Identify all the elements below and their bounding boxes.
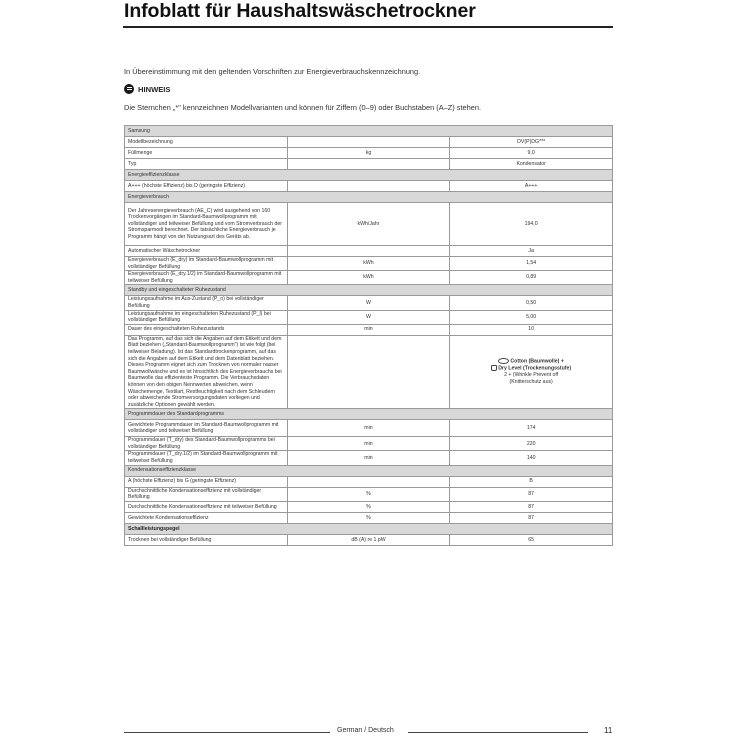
table-row (125, 246, 613, 257)
row-unit: kWh/Jahr (287, 203, 450, 246)
row-value: A+++ (450, 181, 613, 192)
row-unit: % (287, 501, 450, 512)
table-row (125, 137, 613, 148)
table-row (125, 257, 613, 271)
table-row (125, 451, 613, 465)
row-label: A+++ (höchste Effizienz) bis D (geringste Effizienz) (125, 181, 288, 192)
table-section-row (125, 285, 613, 296)
row-label: A (höchste Effizienz) bis G (geringste Effizienz) (125, 476, 288, 487)
program-value-line (453, 379, 609, 386)
row-label: Energieverbrauch (E_dry) im Standard-Baumwollprogramm mit vollständiger Befüllung (125, 257, 288, 271)
row-value: 174 (450, 420, 613, 437)
page-title: Infoblatt für Haushaltswäschetrockner (124, 0, 476, 22)
cotton-icon (498, 358, 509, 364)
program-value-line (453, 365, 609, 372)
row-value: 87 (450, 501, 613, 512)
row-unit (287, 137, 450, 148)
table-row (125, 534, 613, 545)
row-value: 194,0 (450, 203, 613, 246)
row-label: Automatischer Wäschetrockner (125, 246, 288, 257)
row-label: Programmdauer (T_dry) des Standard-Baumwollprogramms bei vollständiger Befüllung (125, 437, 288, 451)
note-text: Die Sternchen „*" kennzeichnen Modellvarianten und können für Ziffern (0–9) oder Buchstaben (A–Z) stehen. (124, 103, 482, 112)
row-unit: dB (A) re 1 pW (287, 534, 450, 545)
row-value: Kondensator (450, 159, 613, 170)
table-row (125, 148, 613, 159)
table-row (125, 203, 613, 246)
table-row (125, 476, 613, 487)
row-value: B (450, 476, 613, 487)
row-label: Trocknen bei vollständiger Befüllung (125, 534, 288, 545)
program-value-text: (Knitterschutz aus) (509, 378, 553, 385)
row-unit (287, 335, 450, 409)
table-row (125, 501, 613, 512)
table-row (125, 310, 613, 324)
table-row (125, 512, 613, 523)
section-header: Kondensationseffizienzklasse (125, 465, 613, 476)
footer-rule-right (408, 732, 588, 733)
row-label: Das Programm, auf das sich die Angaben auf dem Etikett und dem Blatt beziehen („Standard-Baumwollprogramm") ist wie folgt (bei teilweiser Beladung). Ist das Standardtrockenprogramm, auf das sich die Angaben auf dem Etikett und dem Datenblatt beziehen. Dieses Programm eignet sich zum Trocknen von normaler nasser Baumwollwäsche und es ist hinsichtlich des Energieverbrauchs bei Baumwolle das effizienteste Programm. Die Verbrauchsdaten können von den obigen Nennwerten abweichen, wenn Wäschemenge, Textilart, Restfeuchtigkeit nach dem Schleudern oder abweichende Stromversorgungsdaten vorliegen und zusätzliche Optionen gewählt werden. (125, 335, 288, 409)
footer-language: German / Deutsch (337, 727, 394, 734)
table-row (125, 181, 613, 192)
row-value: Ja (450, 246, 613, 257)
row-label: Durchschnittliche Kondensationseffizienz mit teilweiser Befüllung (125, 501, 288, 512)
row-label: Programmdauer (T_dry.1/2) im Standard-Baumwollprogramm mit teilweiser Befüllung (125, 451, 288, 465)
row-label: Typ (125, 159, 288, 170)
row-unit: kWh (287, 271, 450, 285)
row-unit: min (287, 437, 450, 451)
page-number: 11 (604, 726, 613, 735)
section-header: Energieeffizienzklasse (125, 170, 613, 181)
table-section-row (125, 170, 613, 181)
row-label: Leistungsaufnahme im Aus-Zustand (P_o) bei vollständiger Befüllung (125, 296, 288, 310)
title-underline (123, 26, 613, 28)
dry-level-icon (491, 365, 497, 371)
row-label: Leistungsaufnahme im eingeschalteten Ruhezustand (P_l) bei vollständiger Befüllung (125, 310, 288, 324)
footer-rule-left (124, 732, 330, 733)
hint-box (124, 84, 171, 94)
row-unit: min (287, 324, 450, 335)
section-header: Programmdauer des Standardprogramms (125, 409, 613, 420)
row-value: 87 (450, 487, 613, 501)
row-unit: W (287, 296, 450, 310)
row-label: Energieverbrauch (E_dry.1/2) im Standard-Baumwollprogramm mit teilweiser Befüllung (125, 271, 288, 285)
row-label: Modellbezeichnung (125, 137, 288, 148)
row-unit (287, 476, 450, 487)
spec-table (124, 125, 613, 546)
table-section-row (125, 409, 613, 420)
row-label: Dauer des eingeschalteten Ruhezustands (125, 324, 288, 335)
note-icon (124, 84, 134, 94)
table-section-row (125, 192, 613, 203)
row-value: 5,00 (450, 310, 613, 324)
hint-label: HINWEIS (138, 84, 171, 94)
section-header: Standby und eingeschalteter Ruhezustand (125, 285, 613, 296)
row-label: Gewichtete Programmdauer im Standard-Baumwollprogramm mit vollständiger und teilweiser Befüllung (125, 420, 288, 437)
table-row (125, 335, 613, 409)
row-label: Füllmenge (125, 148, 288, 159)
row-value: 140 (450, 451, 613, 465)
row-unit (287, 159, 450, 170)
row-unit: % (287, 512, 450, 523)
section-header: Energieverbrauch (125, 192, 613, 203)
row-unit: min (287, 451, 450, 465)
table-row (125, 487, 613, 501)
program-value-line (453, 358, 609, 365)
table-row (125, 271, 613, 285)
table-row (125, 324, 613, 335)
row-value: 87 (450, 512, 613, 523)
row-value: 220 (450, 437, 613, 451)
program-value-text: 2 + (Wrinkle Prevent off (504, 372, 559, 379)
table-row (125, 420, 613, 437)
table-section-row (125, 126, 613, 137)
row-unit (287, 246, 450, 257)
row-unit: kWh (287, 257, 450, 271)
row-value: 9,0 (450, 148, 613, 159)
program-value-text: Dry Level (Trockenungsstufe) (498, 365, 572, 372)
row-value: 65 (450, 534, 613, 545)
row-value: 0,89 (450, 271, 613, 285)
table-section-row (125, 465, 613, 476)
row-label: Der Jahresenergieverbrauch (AE_C) wird ausgehend von 160 Trockenvorgängen im Standard-Baumwollprogramm mit vollständiger und teilweiser Befüllung und vom Stromverbrauch der Stromsparmodi berechnet. Der tatsächliche Energieverbrauch je Programm hängt von der Nutzungsart des Geräts ab. (125, 203, 288, 246)
section-header: Samsung (125, 126, 613, 137)
row-unit (287, 181, 450, 192)
table-row (125, 296, 613, 310)
row-value: 0,50 (450, 296, 613, 310)
program-value-line (453, 372, 609, 379)
program-value-text: Cotton (Baumwolle) + (510, 358, 564, 365)
row-label: Durchschnittliche Kondensationseffizienz mit vollständiger Befüllung (125, 487, 288, 501)
table-section-row (125, 523, 613, 534)
row-value: DV(P)DG*** (450, 137, 613, 148)
row-value: 1,54 (450, 257, 613, 271)
table-row (125, 437, 613, 451)
row-unit: % (287, 487, 450, 501)
table-row (125, 159, 613, 170)
row-unit: W (287, 310, 450, 324)
row-unit: min (287, 420, 450, 437)
section-header: Schallleistungspegel (125, 523, 613, 534)
row-value: 10 (450, 324, 613, 335)
row-value (450, 335, 613, 409)
intro-text: In Übereinstimmung mit den geltenden Vorschriften zur Energieverbrauchskennzeichnung. (124, 67, 421, 76)
row-label: Gewichtete Kondensationseffizienz (125, 512, 288, 523)
row-unit: kg (287, 148, 450, 159)
